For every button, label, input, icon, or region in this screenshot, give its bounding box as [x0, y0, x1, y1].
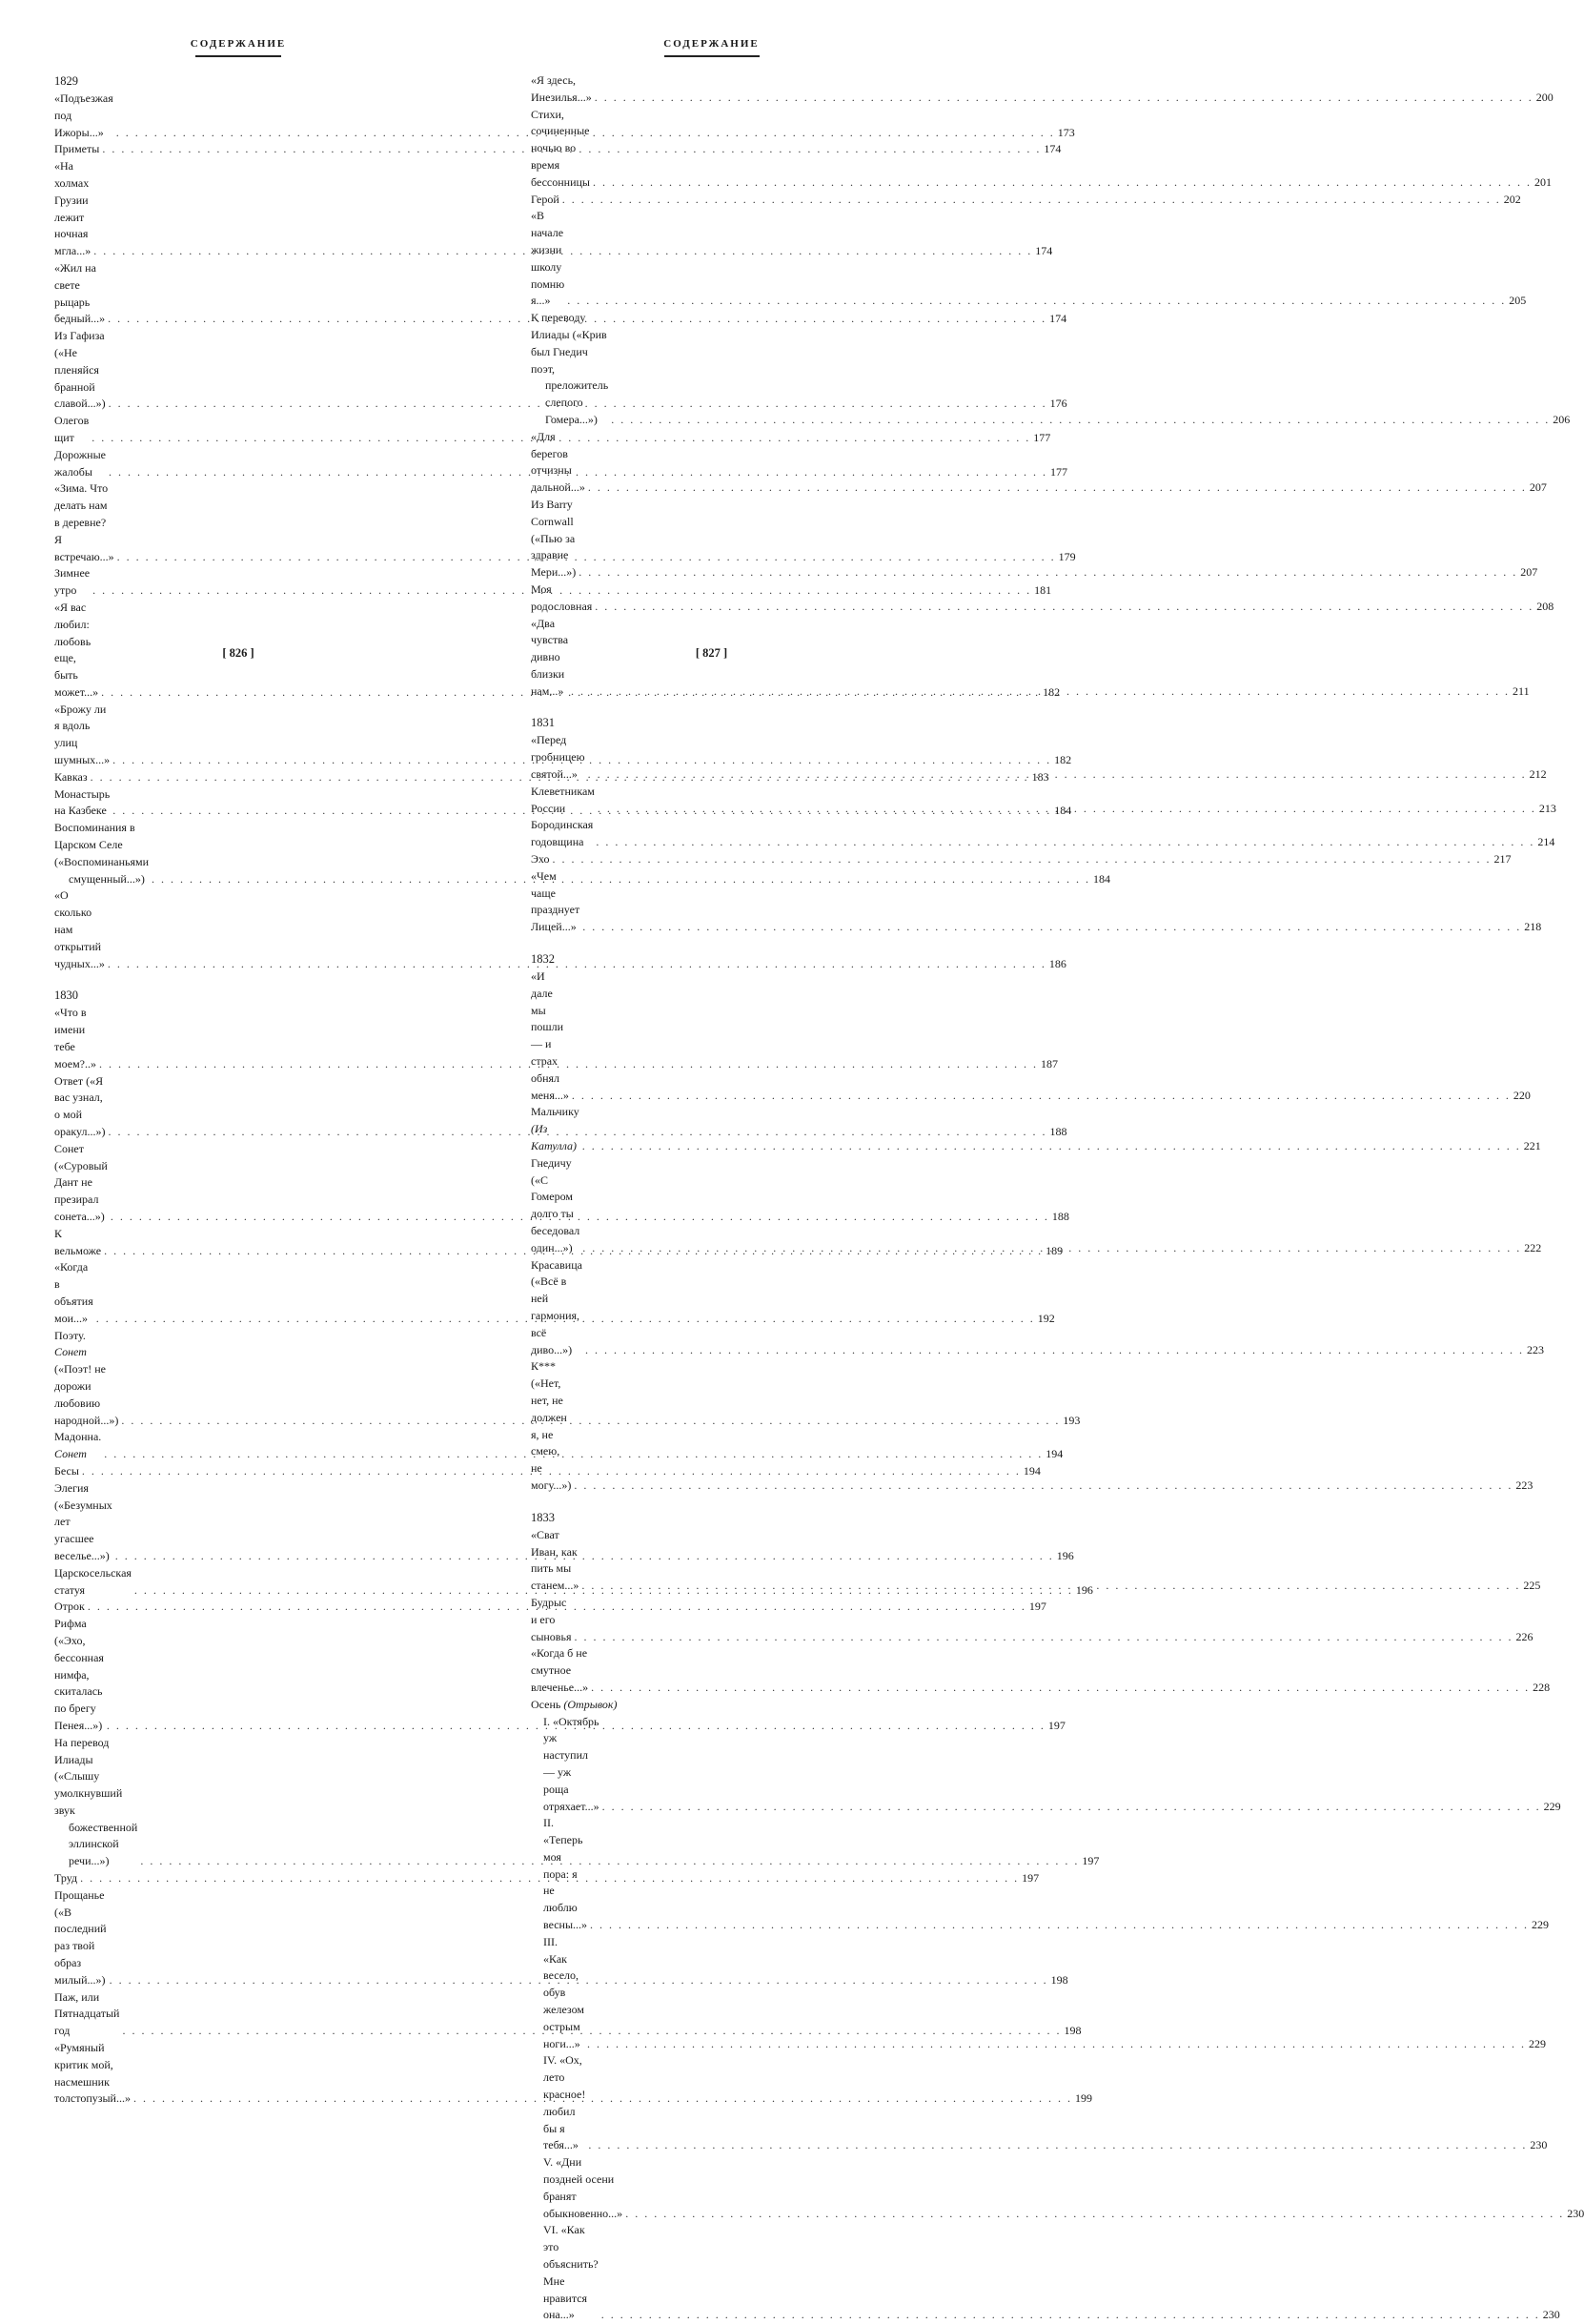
- entry-title: [54, 91, 113, 141]
- entry-title: [54, 1141, 108, 1226]
- running-head: СОДЕРЖАНИЕ: [190, 38, 287, 50]
- entry-title: [54, 1870, 77, 1887]
- entry-page-number: 189: [1046, 1243, 1064, 1257]
- entry-title-text: Моя родословная: [531, 581, 593, 613]
- entry-title-text: VI. «Как это объяснить? Мне нравится она...»: [543, 2223, 599, 2322]
- entry-page-number: 197: [1047, 1718, 1066, 1732]
- entry-page-number: 221: [1523, 1139, 1541, 1153]
- entry-page-number: 177: [1033, 430, 1051, 444]
- entry-title-text: «Когда в объятия мои...»: [54, 1260, 93, 1325]
- head-rule: [195, 55, 281, 57]
- entry-page-number: 228: [1533, 1680, 1551, 1694]
- entry-title: [543, 1714, 599, 1816]
- entry-title-text: Будрыс и его сыновья: [531, 1595, 572, 1643]
- toc-entry: [54, 141, 1062, 158]
- entry-page-number: 193: [1063, 1413, 1081, 1427]
- entry-page-number: 222: [1524, 1240, 1542, 1254]
- entry-title: [531, 968, 569, 1104]
- entry-title: [54, 702, 110, 769]
- entry-title: [54, 565, 90, 600]
- entry-title-text: Красавица («Всё в ней гармония, всё диво...»): [531, 1257, 582, 1356]
- entry-page-number: 194: [1046, 1447, 1064, 1461]
- entry-title: [531, 497, 576, 581]
- toc-entry: [54, 91, 1075, 141]
- entry-page-number: 202: [1503, 192, 1521, 206]
- page-number: [ 826 ]: [222, 646, 254, 660]
- entry-title-text: «Брожу ли я вдоль улиц шумных...»: [54, 702, 111, 767]
- entry-title: [531, 868, 579, 936]
- entry-page-number: 173: [1057, 125, 1075, 139]
- entry-title: [531, 1697, 617, 1714]
- entry-title: [54, 413, 89, 447]
- entry-title: [531, 1595, 571, 1645]
- entry-page-number: 196: [1075, 1582, 1093, 1597]
- entry-title: [54, 1480, 112, 1565]
- entry-title: [543, 1934, 584, 2053]
- entry-title-text: Стихи, сочиненные ночью во время бессонницы: [531, 107, 590, 189]
- entry-title-text: Труд: [54, 1871, 78, 1886]
- entry-title-text: Осень: [531, 1697, 561, 1711]
- entry-page-number: 177: [1050, 464, 1067, 479]
- entry-title-text: Поэту.: [54, 1328, 86, 1342]
- entry-title: [531, 1527, 579, 1595]
- entry-title: [54, 1226, 101, 1260]
- entry-title-text: Из Гафиза («Не пленяйся бранной славой...»): [54, 329, 106, 411]
- entry-title-text: «Я вас любил: любовь еще, быть может...»: [54, 600, 99, 699]
- toc-entry: [531, 1645, 1551, 1696]
- entry-title: [531, 1257, 582, 1359]
- entry-title-text: «В начале жизни школу помню я...»: [531, 209, 565, 308]
- entry-title-text: Герой: [531, 192, 559, 206]
- entry-page-number: 199: [1074, 2091, 1092, 2106]
- toc-entry: [54, 1226, 1064, 1260]
- toc-entry: [54, 1870, 1040, 1887]
- dot-leader: [585, 1342, 1524, 1359]
- entry-page-number: 197: [1028, 1600, 1046, 1614]
- entry-page-number: 223: [1515, 1478, 1533, 1492]
- entry-title: [543, 2154, 622, 2222]
- entry-title-text: «Для берегов отчизны дальной...»: [531, 429, 585, 495]
- entry-title-text: «О сколько нам открытий чудных...»: [54, 888, 105, 970]
- entry-title: [531, 817, 593, 851]
- entry-page-number: 192: [1037, 1311, 1055, 1325]
- entry-title: [531, 581, 592, 616]
- entry-page-number: 174: [1035, 244, 1053, 258]
- entry-title-text: На перевод Илиады («Слышу умолкнувший звук: [54, 1735, 123, 1817]
- section-gap: [531, 936, 892, 950]
- entry-title: [54, 447, 106, 481]
- dot-leader: [602, 1799, 1541, 1816]
- toc-entry: [531, 72, 1554, 107]
- dot-leader: [625, 2206, 1564, 2223]
- section-gap: [54, 972, 422, 987]
- entry-title: [54, 1735, 137, 1870]
- dot-leader: [574, 1629, 1513, 1646]
- entry-title-text: Отрок: [54, 1600, 85, 1614]
- entry-title: [54, 1989, 119, 2040]
- dot-leader: [562, 192, 1501, 209]
- entry-title-text: Эхо: [531, 852, 550, 866]
- entry-title: [531, 107, 590, 192]
- entry-page-number: 226: [1515, 1629, 1533, 1643]
- entry-title: [54, 1328, 118, 1430]
- dot-leader: [582, 1240, 1521, 1257]
- entry-page-number: 208: [1536, 599, 1554, 613]
- entry-title: [54, 2040, 131, 2108]
- entry-title-text: Приметы: [54, 142, 100, 156]
- entry-title-text: Бесы: [54, 1463, 79, 1478]
- toc-entry: [54, 413, 1051, 447]
- entry-title-text: К*** («Нет, нет, не должен я, не смею, не могу...»): [531, 1359, 572, 1492]
- entry-title: [531, 1645, 588, 1696]
- toc-entry: [54, 1565, 1093, 1600]
- toc-entry: [54, 1429, 1064, 1463]
- entry-title-text: «Сват Иван, как пить мы станем...»: [531, 1527, 579, 1593]
- entry-title-italic: Сонет: [54, 1447, 87, 1461]
- entry-title-text: «Подъезжая под Ижоры...»: [54, 92, 113, 139]
- entry-title: [531, 732, 585, 783]
- entry-title-text: Гнедичу («С Гомером долго ты беседовал один...»): [531, 1155, 580, 1254]
- entry-title-text: Кавказ: [54, 769, 88, 784]
- page-number: [ 827 ]: [695, 646, 728, 660]
- entry-title: [531, 851, 549, 868]
- dot-leader: [567, 293, 1506, 310]
- entry-title-text: I. «Октябрь уж наступил — уж роща отряхает...»: [543, 1714, 599, 1813]
- dot-leader: [601, 2307, 1540, 2324]
- entry-title-continuation: преложитель слепого Гомера...»): [545, 378, 609, 426]
- entry-title-text: III. «Как весело, обув железом острым ноги...»: [543, 1934, 584, 2050]
- entry-title-italic: (Из Катулла): [531, 1122, 577, 1153]
- entry-title: [54, 1599, 85, 1616]
- entry-page-number: 229: [1528, 2036, 1546, 2050]
- entry-page-number: 183: [1031, 769, 1049, 784]
- entry-page-number: 212: [1529, 767, 1547, 782]
- entry-title-text: Элегия («Безумных лет угасшее веселье...»): [54, 1480, 112, 1562]
- entry-title: [54, 887, 105, 972]
- entry-title: [54, 158, 91, 260]
- toc-entry: [531, 2222, 1560, 2324]
- dot-leader: [611, 412, 1550, 429]
- section-year: 1831: [531, 716, 555, 730]
- dot-leader: [598, 801, 1536, 818]
- entry-title-text: «Я здесь, Инезилья...»: [531, 73, 592, 104]
- entry-title-text: «Перед гробницею святой...»: [531, 733, 585, 782]
- entry-title-text: «Румяный критик мой, насмешник толстопузый...»: [54, 2041, 131, 2106]
- entry-title: [531, 429, 585, 497]
- entry-title-text: Воспоминания в Царском Селе («Воспоминаньями: [54, 821, 150, 868]
- dot-leader: [593, 174, 1532, 192]
- entry-page-number: 176: [1049, 397, 1067, 411]
- dot-leader: [579, 564, 1517, 581]
- section-year: 1830: [54, 989, 78, 1003]
- entry-title-text: «Два чувства дивно близки нам...»: [531, 616, 569, 698]
- toc-entry: [531, 2154, 1584, 2222]
- entry-title-rest: («Поэт! не дорожи любовию народной...»): [54, 1362, 119, 1427]
- entry-title-text: Сонет («Суровый Дант не презирал сонета...»): [54, 1141, 108, 1223]
- entry-page-number: 225: [1523, 1579, 1541, 1593]
- entry-page-number: 207: [1520, 565, 1538, 580]
- entry-page-number: 188: [1049, 1125, 1067, 1139]
- dot-leader: [588, 766, 1527, 784]
- dot-leader: [595, 90, 1533, 107]
- entry-title-text: К вельможе: [54, 1226, 102, 1257]
- entry-title: [543, 2052, 585, 2154]
- entry-title-text: «На холмах Грузии лежит ночная мгла...»: [54, 159, 91, 258]
- entry-page-number: 229: [1543, 1799, 1561, 1813]
- entry-title-text: Рифма («Эхо, бессонная нимфа, скиталась по брегу Пенея...»): [54, 1617, 104, 1732]
- entry-title-text: Из Barry Cornwall («Пью за здравие Мери...»): [531, 497, 577, 580]
- entry-title-italic: (Отрывок): [560, 1697, 618, 1711]
- entry-page-number: 205: [1509, 294, 1527, 308]
- entry-title: [54, 260, 105, 328]
- toc-entry: [54, 260, 1067, 328]
- entry-page-number: 198: [1064, 2024, 1082, 2038]
- toc-entry: [54, 1599, 1046, 1616]
- head-rule: [664, 55, 760, 57]
- entry-page-number: 181: [1034, 583, 1052, 598]
- section-year: 1832: [531, 952, 555, 967]
- toc-entry: [531, 817, 1555, 851]
- entry-title: [531, 1104, 579, 1154]
- dot-leader: [596, 834, 1534, 851]
- entry-page-number: 206: [1553, 412, 1571, 426]
- entry-page-number: 223: [1526, 1342, 1544, 1356]
- entry-title-text: Ответ («Я вас узнал, о мой оракул...»): [54, 1073, 106, 1139]
- entry-page-number: 217: [1493, 852, 1512, 866]
- entry-title-text: «Когда б не смутное влеченье...»: [531, 1646, 589, 1694]
- dot-leader: [590, 1917, 1529, 1934]
- entry-title-text: Мальчику: [531, 1105, 579, 1119]
- entry-title: [531, 784, 595, 818]
- entry-page-number: 174: [1044, 142, 1062, 156]
- entry-page-number: 207: [1529, 480, 1547, 495]
- entry-page-number: 196: [1056, 1548, 1074, 1562]
- dot-leader: [582, 919, 1521, 936]
- entry-page-number: 211: [1513, 683, 1530, 698]
- dot-leader: [582, 1138, 1521, 1155]
- entry-page-number: 179: [1058, 549, 1076, 563]
- entry-page-number: 187: [1040, 1056, 1058, 1070]
- entry-title-text: II. «Теперь моя пора: я не люблю весны...»: [543, 1816, 588, 1932]
- entry-page-number: 230: [1530, 2138, 1548, 2152]
- entry-title-text: «Чем чаще празднует Лицей...»: [531, 868, 580, 934]
- entry-title-continuation: смущенный...»): [69, 871, 145, 886]
- entry-title: [543, 1815, 587, 1934]
- dot-leader: [595, 599, 1533, 616]
- entry-title-text: Дорожные жалобы: [54, 447, 106, 479]
- entry-page-number: 182: [1054, 753, 1072, 767]
- entry-title-text: Клеветникам России: [531, 784, 595, 815]
- entry-title-text: Бородинская годовщина: [531, 818, 594, 849]
- entry-title: [54, 1887, 107, 1989]
- entry-page-number: 220: [1513, 1088, 1531, 1102]
- dot-leader: [588, 479, 1527, 497]
- entry-title-italic: Сонет: [54, 1345, 87, 1359]
- entry-page-number: 213: [1538, 801, 1556, 815]
- entry-page-number: 197: [1082, 1854, 1100, 1868]
- entry-title: [531, 192, 559, 209]
- entry-title-text: Прощанье («В последний раз твой образ милый...»): [54, 1887, 107, 1987]
- toc-entry: [54, 1887, 1068, 1989]
- entry-title-text: V. «Дни поздней осени бранят обыкновенно...»: [543, 2155, 623, 2220]
- dot-leader: [587, 2036, 1526, 2053]
- entry-page-number: 229: [1532, 1918, 1550, 1932]
- section-year: 1829: [54, 74, 78, 88]
- entry-title: [54, 1565, 132, 1600]
- entry-title: [54, 480, 114, 565]
- entry-title: [54, 1005, 96, 1072]
- entry-title: [543, 2222, 599, 2324]
- dot-leader: [571, 683, 1510, 701]
- entry-page-number: 194: [1023, 1463, 1041, 1478]
- entry-page-number: 230: [1542, 2308, 1560, 2322]
- entry-title-continuation: божественной эллинской речи...»): [69, 1820, 138, 1868]
- entry-title-text: «Что в имени тебе моем?..»: [54, 1006, 96, 1070]
- dot-leader: [588, 2137, 1527, 2154]
- entry-title: [54, 141, 99, 158]
- dot-leader: [591, 1680, 1530, 1697]
- entry-title: [54, 786, 110, 821]
- entry-title-text: Царскосельская статуя: [54, 1565, 132, 1597]
- entry-title: [531, 310, 608, 429]
- entry-title-text: Олегов щит: [54, 414, 90, 444]
- entry-page-number: 182: [1043, 684, 1061, 699]
- entry-title: [54, 328, 106, 413]
- toc-entry: [531, 1697, 892, 1714]
- entry-page-number: 186: [1048, 956, 1066, 970]
- entry-title: [531, 72, 592, 107]
- entry-page-number: 184: [1093, 871, 1111, 886]
- section-gap: [531, 700, 892, 714]
- toc-entry: [54, 769, 1049, 786]
- entry-page-number: 188: [1051, 1210, 1069, 1223]
- entry-page-number: 214: [1537, 835, 1555, 849]
- entry-title: [54, 1073, 105, 1141]
- entry-title-text: «Жил на свете рыцарь бедный...»: [54, 260, 106, 326]
- toc-entry: [531, 192, 1521, 209]
- dot-leader: [572, 1088, 1511, 1105]
- entry-page-number: 197: [1022, 1871, 1040, 1886]
- toc-entry: [54, 1463, 1041, 1480]
- entry-title: [54, 1463, 79, 1480]
- entry-title-text: Мадонна.: [54, 1430, 102, 1444]
- entry-title: [54, 1429, 101, 1463]
- entry-page-number: 218: [1524, 920, 1542, 934]
- entry-title: [531, 208, 564, 310]
- entry-page-number: 200: [1535, 90, 1554, 104]
- section-year: 1833: [531, 1510, 555, 1524]
- entry-title-text: «И дале мы пошли — и страх обнял меня...»: [531, 969, 569, 1102]
- entry-page-number: 201: [1533, 174, 1552, 189]
- entry-page-number: 184: [1054, 804, 1072, 818]
- entry-title-text: Паж, или Пятнадцатый год: [54, 1989, 120, 2038]
- entry-page-number: 174: [1049, 312, 1067, 326]
- running-head: СОДЕРЖАНИЕ: [663, 38, 760, 50]
- entry-title: [54, 1259, 93, 1327]
- entry-page-number: 230: [1567, 2206, 1584, 2220]
- entry-title-text: Зимнее утро: [54, 566, 91, 598]
- entry-title: [54, 820, 149, 887]
- dot-leader: [552, 851, 1491, 868]
- entry-title-text: К переводу Илиады («Крив был Гнедич поэт,: [531, 311, 607, 376]
- toc-entry: [531, 851, 1512, 868]
- toc-entry: [54, 1989, 1082, 2040]
- entry-title-text: Монастырь на Казбеке: [54, 786, 111, 818]
- dot-leader: [581, 1578, 1520, 1595]
- section-gap: [531, 1495, 892, 1509]
- entry-title: [54, 769, 88, 786]
- entry-title: [531, 1358, 571, 1494]
- entry-title: [54, 1616, 104, 1735]
- entry-title: [531, 1155, 579, 1257]
- dot-leader: [574, 1478, 1513, 1495]
- entry-page-number: 198: [1050, 1972, 1068, 1987]
- entry-title-text: «Зима. Что делать нам в деревне? Я встречаю...»: [54, 481, 114, 563]
- entry-title-text: IV. «Ох, лето красное! любил бы я тебя...»: [543, 2053, 586, 2152]
